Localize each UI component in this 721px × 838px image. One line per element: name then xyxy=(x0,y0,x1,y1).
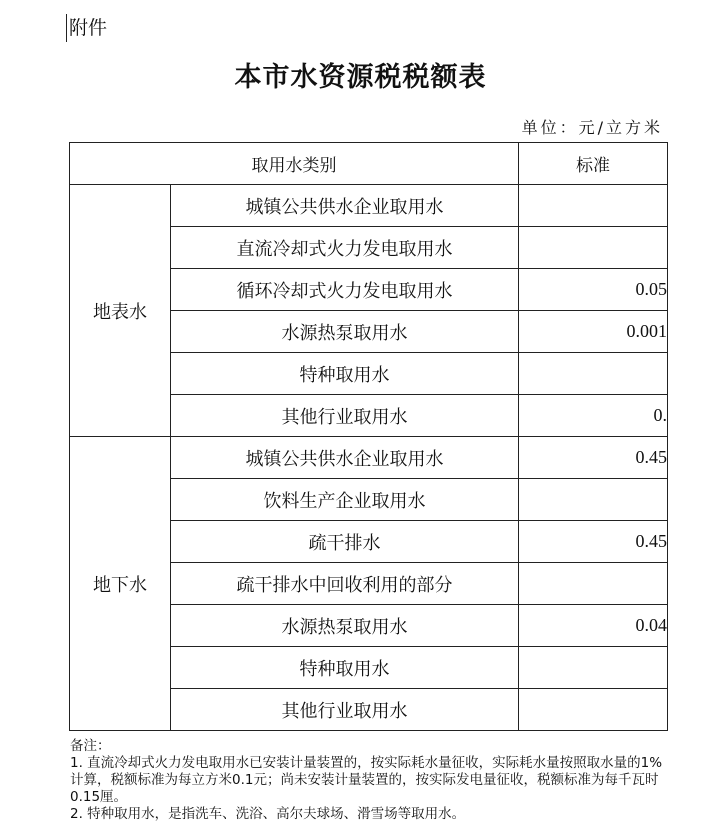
rate-value: 0.45 xyxy=(519,437,668,479)
water-use-item: 循环冷却式火力发电取用水 xyxy=(171,269,519,311)
rate-value: 0.001 xyxy=(519,311,668,353)
rate-value: 0.45 xyxy=(519,521,668,563)
water-use-item: 特种取用水 xyxy=(171,647,519,689)
unit-label: 单位：元/立方米 xyxy=(521,118,663,137)
water-use-item: 城镇公共供水企业取用水 xyxy=(171,185,519,227)
rate-value xyxy=(519,227,668,269)
attachment-label: 附件 xyxy=(66,14,107,42)
rate-value xyxy=(519,563,668,605)
notes-heading: 备注： xyxy=(70,738,111,754)
water-use-item: 特种取用水 xyxy=(171,353,519,395)
header-water-category: 取用水类别 xyxy=(70,143,519,185)
header-standard: 标准 xyxy=(519,143,668,185)
water-use-item: 其他行业取用水 xyxy=(171,689,519,731)
table-row xyxy=(70,185,668,227)
tax-rate-table xyxy=(69,142,668,731)
note-line-1: 1. 直流冷却式火力发电取用水已安装计量装置的，按实际耗水量征收，实际耗水量按照取水量的1%计算，税额标准为每立方米0.1元；尚未安装计量装置的，按实际发电量征收，税额标准为每千瓦时0.15厘。 xyxy=(70,755,663,805)
water-use-item: 饮料生产企业取用水 xyxy=(171,479,519,521)
rate-value xyxy=(519,185,668,227)
rate-value xyxy=(519,353,668,395)
table-row xyxy=(70,437,668,479)
water-use-item: 水源热泵取用水 xyxy=(171,311,519,353)
water-use-item: 直流冷却式火力发电取用水 xyxy=(171,227,519,269)
category-surface-water: 地表水 xyxy=(70,185,171,437)
rate-value xyxy=(519,647,668,689)
notes-section xyxy=(70,738,670,823)
table-header-row xyxy=(70,143,668,185)
water-use-item: 水源热泵取用水 xyxy=(171,605,519,647)
page-title: 本市水资源税税额表 xyxy=(234,62,487,93)
rate-value: 0. xyxy=(519,395,668,437)
water-use-item: 其他行业取用水 xyxy=(171,395,519,437)
water-use-item: 疏干排水 xyxy=(171,521,519,563)
rate-value xyxy=(519,689,668,731)
rate-value: 0.05 xyxy=(519,269,668,311)
rate-value: 0.04 xyxy=(519,605,668,647)
water-use-item: 疏干排水中回收利用的部分 xyxy=(171,563,519,605)
category-groundwater: 地下水 xyxy=(70,437,171,731)
note-line-2: 2. 特种取用水，是指洗车、洗浴、高尔夫球场、滑雪场等取用水。 xyxy=(70,806,466,822)
rate-value xyxy=(519,479,668,521)
water-use-item: 城镇公共供水企业取用水 xyxy=(171,437,519,479)
